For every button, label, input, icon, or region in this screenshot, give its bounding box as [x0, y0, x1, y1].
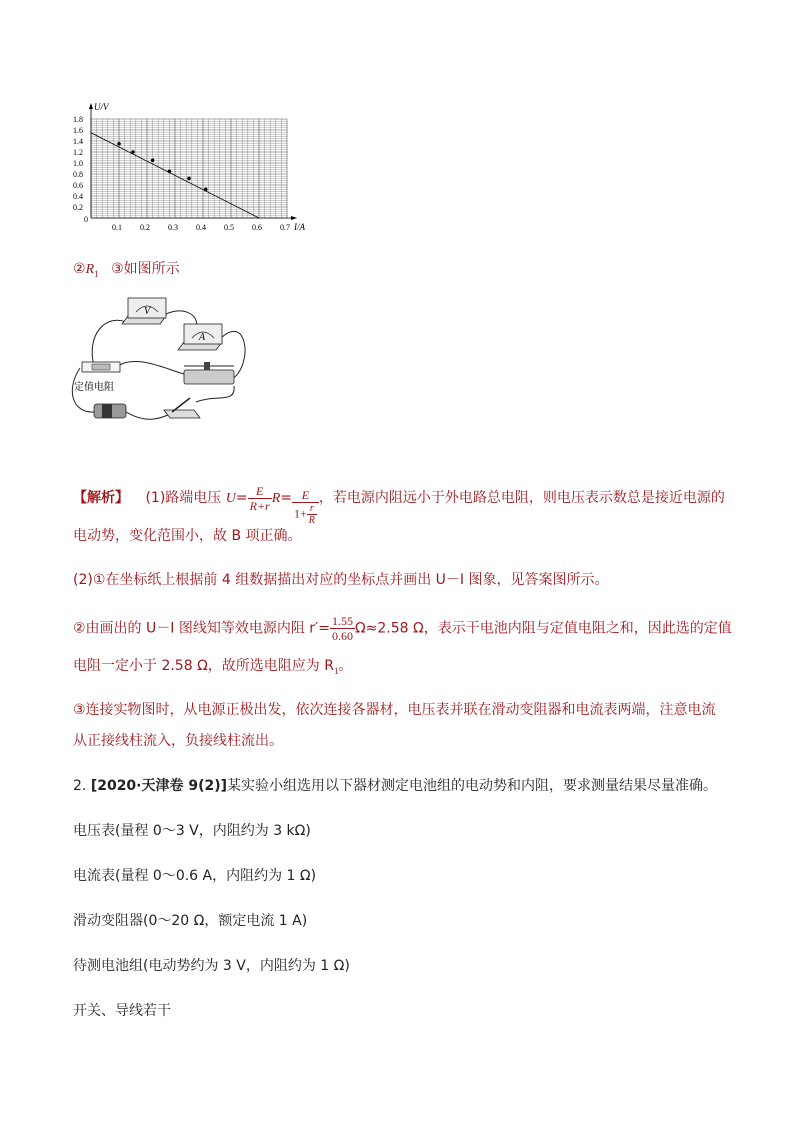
question-number: 2. [73, 778, 91, 794]
analysis-para-1-cont: 电动势，变化范围小，故 B 项正确。 [73, 528, 302, 544]
equipment-item: 电压表(量程 0～3 V，内阻约为 3 kΩ) [73, 823, 311, 839]
x-tick-label: 0.4 [196, 223, 206, 232]
ammeter [178, 324, 222, 350]
wire [196, 386, 234, 402]
r1-subscript: 1 [94, 268, 99, 279]
circuit-diagram [66, 294, 256, 434]
analysis-text: ②由画出的 U－I 图线知等效电源内阻 r′= [73, 620, 330, 637]
fixed-resistor [82, 362, 120, 372]
y-axis-arrow [89, 103, 93, 109]
graph-grid [91, 119, 287, 218]
data-point [187, 177, 191, 181]
equipment-item: 滑动变阻器(0～20 Ω，额定电流 1 A) [73, 913, 308, 929]
analysis-text: Ω≈2.58 Ω，表示干电池内阻与定值电阻之和，因此选的定值 [354, 620, 732, 637]
analysis-tag: 【解析】 [73, 490, 129, 506]
wire [118, 361, 184, 374]
equipment-item: 开关、导线若干 [73, 1003, 171, 1019]
ammeter-label: A [199, 332, 206, 343]
answer-line [73, 259, 180, 284]
y-tick-label: 1.4 [73, 137, 83, 146]
equipment-item: 待测电池组(电动势约为 3 V，内阻约为 1 Ω) [73, 958, 350, 974]
y-tick-labels [73, 115, 83, 212]
wire [92, 320, 126, 366]
y-tick-label: 1.8 [73, 115, 83, 124]
switch [164, 398, 200, 418]
equals: = [235, 490, 248, 506]
x-axis-arrow [291, 216, 297, 220]
analysis-para-4: ③连接实物图时，从电源正极出发，依次连接各器材，电压表并联在滑动变阻器和电流表两端，注意电流 [73, 702, 716, 718]
data-point [168, 169, 172, 173]
x-tick-label: 0.5 [224, 223, 234, 232]
analysis-para-3 [73, 614, 732, 643]
analysis-text: (1)路端电压 [145, 490, 222, 506]
x-tick-label: 0.1 [112, 223, 122, 232]
x-tick-label: 0.7 [280, 223, 290, 232]
y-tick-label: 1.0 [73, 159, 83, 168]
marker-2: ② [73, 261, 86, 277]
rheostat [184, 362, 234, 384]
analysis-text: ，若电源内阻远小于外电路总电阻，则电压表示数总是接近电源的 [318, 490, 725, 506]
numerator: 1.55 [331, 614, 353, 628]
r1-symbol: R [85, 262, 95, 277]
data-points [117, 142, 207, 191]
subscript: 1 [333, 665, 339, 676]
equipment-item: 电流表(量程 0～0.6 A，内阻约为 1 Ω) [73, 868, 317, 884]
marker-3: ③如图所示 [111, 261, 180, 277]
y-axis-label: U/V [94, 102, 109, 112]
x-tick-labels [112, 223, 290, 232]
analysis-para-3-cont [73, 656, 352, 681]
origin-label: 0 [84, 215, 88, 224]
data-point [131, 150, 135, 154]
fraction-e-over-1-plus-r [292, 488, 319, 526]
fraction-e-over-r-plus-r [248, 484, 272, 513]
voltmeter [122, 298, 166, 324]
data-point [117, 142, 121, 146]
x-axis-label: I/A [294, 222, 305, 232]
y-tick-label: 1.6 [73, 126, 83, 135]
question-2-stem [73, 776, 717, 796]
analysis-text: 电阻一定小于 2.58 Ω，故所选电阻应为 R [73, 658, 334, 674]
y-tick-label: 0.4 [73, 192, 83, 201]
data-point [204, 188, 208, 192]
u-i-graph [66, 100, 306, 235]
data-point [151, 158, 155, 162]
resistor-label: 定值电阻 [74, 382, 114, 393]
x-tick-label: 0.2 [140, 223, 150, 232]
analysis-para-1 [73, 470, 725, 526]
y-tick-label: 0.2 [73, 203, 83, 212]
analysis-para-4-cont: 从正接线柱流入，负接线柱流出。 [73, 733, 283, 749]
denominator: 0.60 [331, 629, 353, 643]
battery [94, 404, 126, 418]
y-tick-label: 0.8 [73, 170, 83, 179]
equals: = [280, 490, 293, 506]
analysis-para-2: (2)①在坐标纸上根据前 4 组数据描出对应的坐标点并画出 U－I 图象，见答案图所示。 [73, 572, 609, 588]
y-tick-label: 0.6 [73, 181, 83, 190]
voltmeter-label: V [144, 306, 151, 317]
x-tick-label: 0.6 [252, 223, 262, 232]
analysis-text: 。 [338, 658, 353, 674]
x-tick-label: 0.3 [168, 223, 178, 232]
fraction-155-over-060 [330, 614, 355, 643]
question-text: 某实验小组选用以下器材测定电池组的电动势和内阻，要求测量结果尽量准确。 [227, 778, 718, 794]
var-u: U [225, 491, 236, 506]
y-tick-label: 1.2 [73, 148, 83, 157]
denominator: 1+ $\frac{r}{R}$ [294, 503, 315, 526]
denominator: R+r [249, 498, 270, 513]
numerator: E [292, 488, 319, 503]
numerator: E [248, 484, 272, 499]
question-source: [2020·天津卷 9(2)] [90, 778, 228, 794]
var-r: R [271, 491, 281, 506]
